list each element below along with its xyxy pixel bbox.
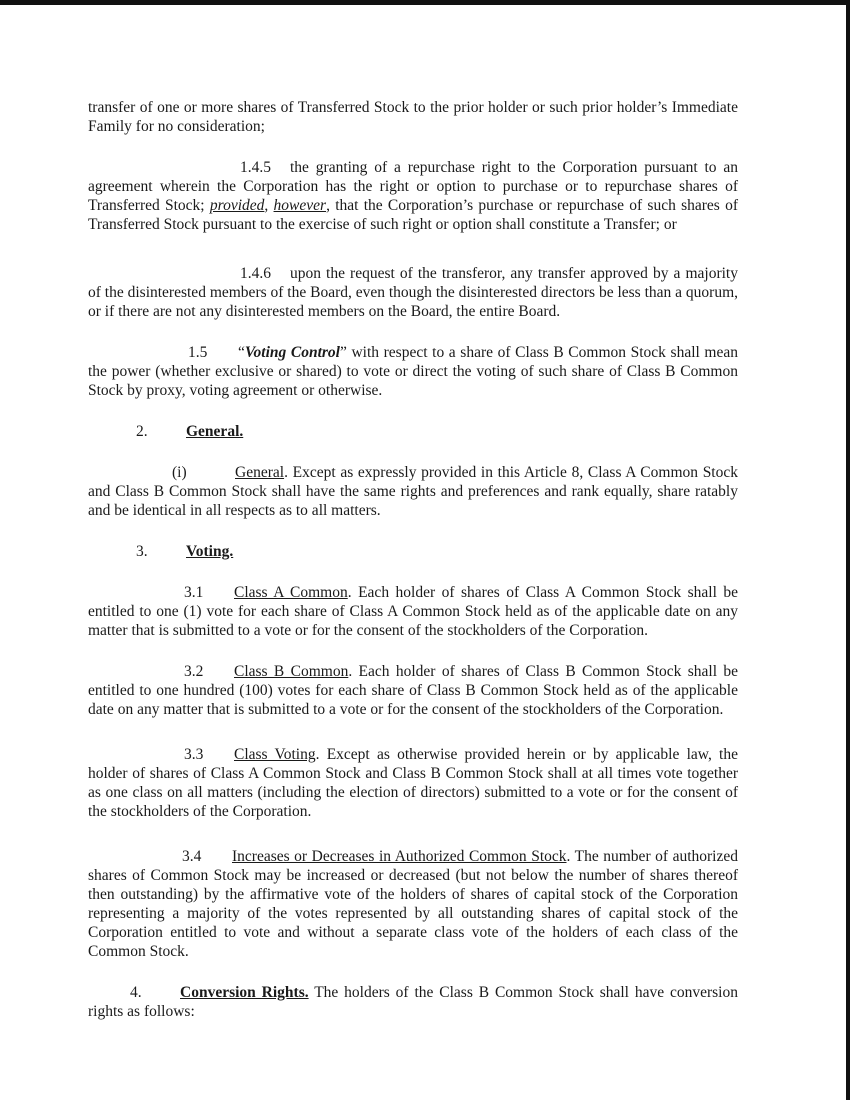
section-1-5 — [88, 343, 738, 400]
punctuation: “ — [238, 344, 245, 361]
emphasis-however: however — [273, 197, 327, 214]
section-1-4-5 — [88, 158, 738, 234]
section-text: ” with respect to a share of Class B Common Stock shall mean the power (whether exclusive or shared) to vote or direct the voting of such share of Class B Common Stock by proxy, voting agreement or otherwise. — [88, 344, 738, 399]
section-text: . The number of authorized shares of Common Stock may be increased or decreased (but not below the number of shares thereof then outstanding) by the affirmative vote of the holders of shares of capital stock of the Corporation representing a majority of the votes represented by all outstanding shares of capital stock of the Corporation entitled to vote and without a separate class vote of the holders of each class of the Common Stock. — [88, 848, 738, 960]
section-text: the granting of a repurchase right to the Corporation pursuant to an agreement wherein the Corporation has the right or option to purchase or to repurchase shares of Transferred Stock; — [88, 159, 738, 214]
section-text: upon the request of the transferor, any transfer approved by a majority of the disinterested members of the Board, even though the disinterested directors be less than a quorum, or if there are not any disinterested members on the Board, the entire Board. — [88, 265, 738, 320]
section-text: . Each holder of shares of Class A Common Stock shall be entitled to one (1) vote for each share of Class A Common Stock held as of the applicable date on any matter that is submitted to a vote or for the consent of the stockholders of the Corporation. — [88, 584, 738, 639]
section-number: 3. — [136, 543, 148, 560]
section-caption: Class B Common — [234, 663, 349, 680]
section-text: . Except as otherwise provided herein or by applicable law, the holder of shares of Class A Common Stock and Class B Common Stock shall at all times vote together as one class on all matters (including the election of directors) submitted to a vote or for the consent of the stockholders of the Corporation. — [88, 746, 738, 820]
section-number: 2. — [136, 423, 148, 440]
defined-term: Voting Control — [244, 344, 340, 361]
section-3-2 — [88, 662, 738, 719]
section-3-4 — [88, 847, 738, 961]
section-number: 1.4.6 — [240, 265, 271, 282]
section-number: 3.4 — [182, 848, 202, 865]
section-1-4-6 — [88, 264, 738, 321]
paragraph-text: transfer of one or more shares of Transferred Stock to the prior holder or such prior holder’s Immediate Family for no consideration; — [88, 99, 738, 135]
section-caption: Increases or Decreases in Authorized Common Stock — [232, 848, 567, 865]
section-number: 1.4.5 — [240, 159, 271, 176]
section-caption: Class A Common — [234, 584, 348, 601]
scan-border-top — [0, 0, 850, 5]
scan-border-right — [846, 0, 850, 1100]
section-2-i — [88, 463, 738, 520]
section-caption: Class Voting — [234, 746, 316, 763]
section-number: 4. — [130, 984, 142, 1001]
section-heading: Voting. — [186, 543, 234, 560]
section-number: 3.1 — [184, 584, 204, 601]
section-number: (i) — [172, 464, 187, 481]
section-text: , that the Corporation’s purchase or repurchase of such shares of Transferred Stock pursuant to the exercise of such right or option shall constitute a Transfer; or — [88, 197, 739, 233]
section-number: 1.5 — [188, 344, 208, 361]
section-number: 3.2 — [184, 663, 204, 680]
section-heading: Conversion Rights. — [180, 984, 309, 1001]
section-caption: General — [235, 464, 285, 481]
heading-section-3 — [88, 542, 738, 561]
section-text: The holders of the Class B Common Stock shall have conversion rights as follows: — [88, 984, 738, 1020]
section-number: 3.3 — [184, 746, 204, 763]
emphasis-provided: provided — [209, 197, 265, 214]
section-text: . Except as expressly provided in this Article 8, Class A Common Stock and Class B Common Stock shall have the same rights and preferences and rank equally, share ratably and be identical in all respects as to all matters. — [88, 464, 738, 519]
section-3-1 — [88, 583, 738, 640]
section-heading: General. — [186, 423, 244, 440]
section-3-3 — [88, 745, 738, 821]
heading-section-2 — [88, 422, 738, 441]
paragraph-continuation — [88, 98, 738, 136]
heading-section-4 — [88, 983, 738, 1021]
punctuation: , — [264, 197, 269, 214]
section-text: . Each holder of shares of Class B Common Stock shall be entitled to one hundred (100) votes for each share of Class B Common Stock held as of the applicable date on any matter that is submitted to a vote or for the consent of the stockholders of the Corporation. — [88, 663, 738, 718]
document-page — [88, 98, 738, 1021]
